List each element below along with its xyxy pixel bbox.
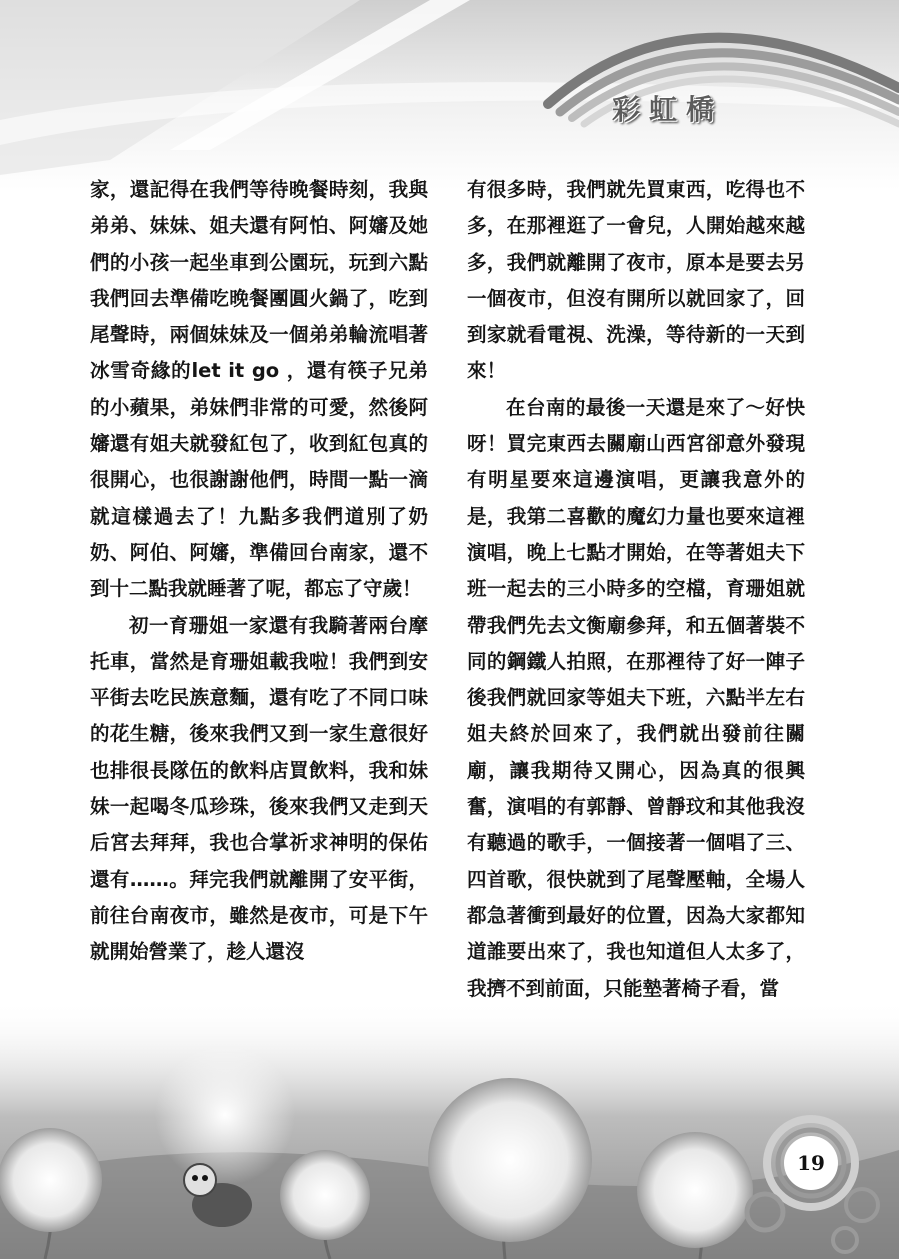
article-column-right: [467, 172, 805, 1007]
dandelion-footer-decoration: [0, 1000, 899, 1259]
magazine-title: 彩虹橋: [612, 93, 724, 126]
article-column-left: [90, 172, 428, 971]
paragraph: 初一育珊姐一家還有我騎著兩台摩托車，當然是育珊姐載我啦！我們到安平街去吃民族意麵，還有吃了不同口味的花生糖，後來我們又到一家生意很好也排很長隊伍的飲料店買飲料，我和妹妹一起喝冬瓜珍珠，後來我們又走到天后宮去拜拜，我也合掌祈求神明的保佑還有……。拜完我們就離開了安平街，前往台南夜市，雖然是夜市，可是下午就開始營業了，趁人還沒: [90, 613, 428, 964]
rainbow-header-decoration: [0, 0, 899, 190]
page-number: 19: [797, 1151, 825, 1175]
paragraph: 在台南的最後一天還是來了～好快呀！買完東西去關廟山西宮卻意外發現有明星要來這邊演唱，更讓我意外的是，我第二喜歡的魔幻力量也要來這裡演唱，晚上七點才開始，在等著姐夫下班一起去的三小時多的空檔，育珊姐就帶我們先去文衡廟參拜，和五個著裝不同的鋼鐵人拍照，在那裡待了好一陣子後我們就回家等姐夫下班，六點半左右姐夫終於回來了，我們就出發前往關廟，讓我期待又開心，因為真的很興奮，演唱的有郭靜、曾靜玟和其他我沒有聽過的歌手，一個接著一個唱了三、四首歌，很快就到了尾聲壓軸，全場人都急著衝到最好的位置，因為大家都知道誰要出來了，我也知道但人太多了，我擠不到前面，只能墊著椅子看，當: [467, 395, 805, 1000]
paragraph: 家，還記得在我們等待晚餐時刻，我與弟弟、妹妹、姐夫還有阿怕、阿嬸及她們的小孩一起坐車到公園玩，玩到六點我們回去準備吃晚餐團圓火鍋了，吃到尾聲時，兩個妹妹及一個弟弟輪流唱著冰雪奇緣的let it go ，還有筷子兄弟的小蘋果，弟妹們非常的可愛，然後阿嬸還有姐夫就發紅包了，收到紅包真的很開心，也很謝謝他們，時間一點一滴就這樣過去了！九點多我們道別了奶奶、阿伯、阿嬸，準備回台南家，還不到十二點我就睡著了呢，都忘了守歲！: [90, 178, 428, 601]
paragraph: 有很多時，我們就先買東西，吃得也不多，在那裡逛了一會兒，人開始越來越多，我們就離開了夜市，原本是要去另一個夜市，但沒有開所以就回家了，回到家就看電視、洗澡，等待新的一天到來！: [467, 178, 805, 383]
